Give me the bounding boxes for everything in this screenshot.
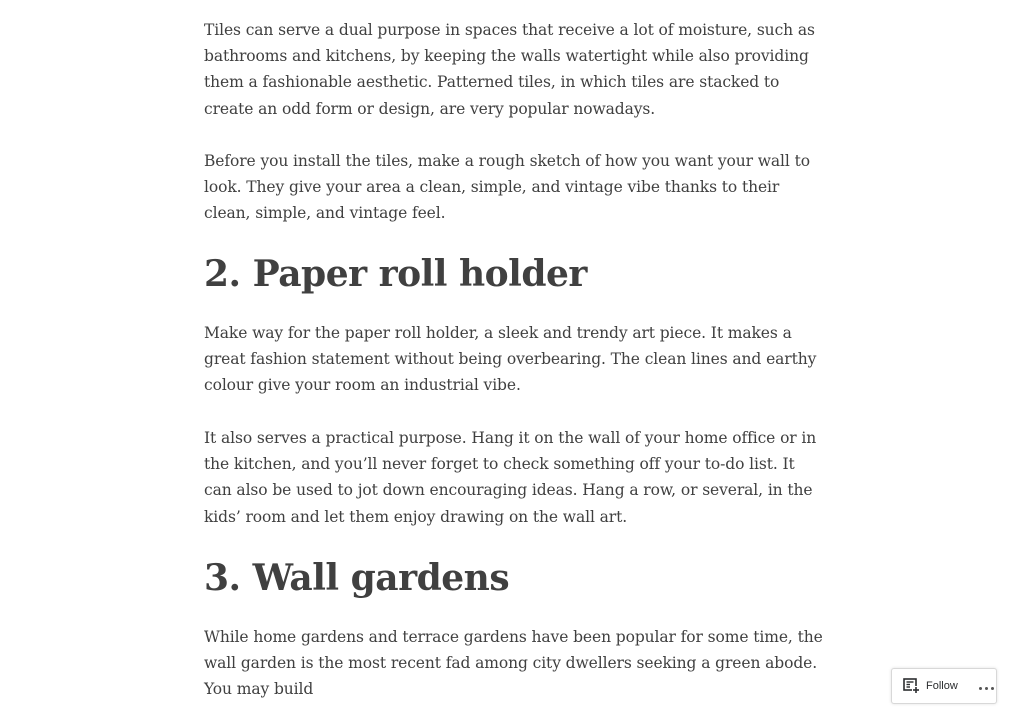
follow-label: Follow	[926, 680, 958, 692]
article-paragraph: Tiles can serve a dual purpose in spaces that receive a lot of moisture, such as bathrooms and kitchens, by keeping the walls watertight while also providing them a fashionable aesthetic. Patterned tiles, in which tiles are stacked to create an odd form or design, are very popular nowadays.	[204, 21, 815, 118]
follow-widget	[891, 668, 997, 704]
article-paragraph: Make way for the paper roll holder, a sleek and trendy art piece. It makes a great fashion statement without being overbearing. The clean lines and earthy colour give your room an industrial vibe.	[204, 324, 817, 395]
article-paragraph: It also serves a practical purpose. Hang it on the wall of your home office or in the kitchen, and you’ll never forget to check something off your to-do list. It can also be used to jot down encouraging ideas. Hang a row, or several, in the kids’ room and let them enjoy drawing on the wall art.	[204, 429, 817, 526]
follow-button[interactable]	[892, 669, 958, 703]
article-paragraph: Before you install the tiles, make a rough sketch of how you want your wall to look. They give your area a clean, simple, and vintage vibe thanks to their clean, simple, and vintage feel.	[204, 152, 810, 223]
section-heading-paper-roll-holder: 2. Paper roll holder	[204, 253, 587, 295]
reader-follow-icon	[903, 678, 921, 694]
article-paragraph: While home gardens and terrace gardens have been popular for some time, the wall garden is the most recent fad among city dwellers seeking a green abode. You may build	[204, 628, 823, 699]
more-options-button[interactable]	[978, 669, 996, 703]
ellipsis-icon	[978, 677, 996, 695]
section-heading-wall-gardens: 3. Wall gardens	[204, 557, 510, 599]
